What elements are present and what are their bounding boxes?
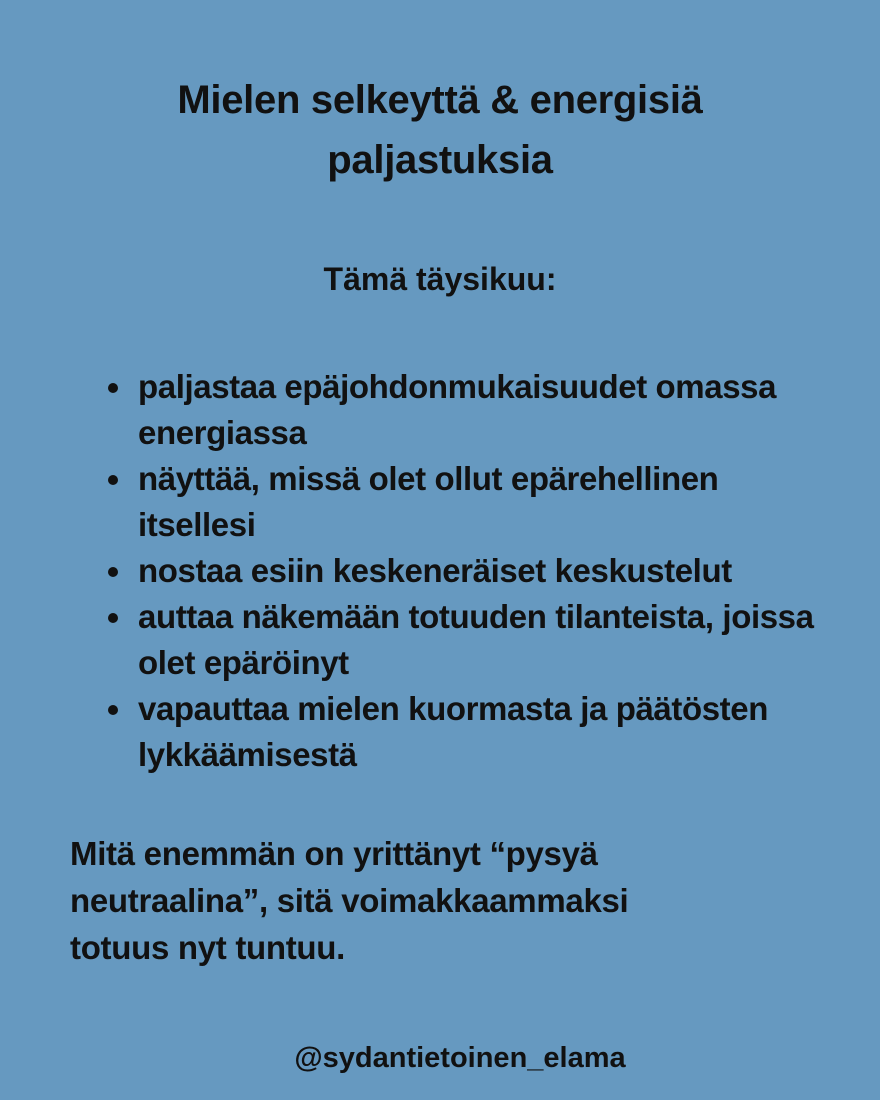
- closing-line-2: neutraalina”, sitä voimakkaammaksi: [70, 882, 629, 919]
- list-item: nostaa esiin keskeneräiset keskustelut: [104, 548, 824, 594]
- list-item: näyttää, missä olet ollut epärehellinen itsellesi: [104, 456, 824, 548]
- intro-heading: Tämä täysikuu:: [323, 261, 557, 297]
- account-handle: @sydantietoinen_elama: [294, 1042, 626, 1074]
- closing-paragraph: [70, 830, 810, 971]
- list-item: auttaa näkemään totuuden tilanteista, joissa olet epäröinyt: [104, 594, 824, 686]
- page-title: [60, 70, 820, 190]
- closing-line-1: Mitä enemmän on yrittänyt “pysyä: [70, 835, 598, 872]
- list-item: vapauttaa mielen kuormasta ja päätösten lykkäämisestä: [104, 686, 824, 778]
- title-line-2: paljastuksia: [327, 138, 553, 182]
- list-item: paljastaa epäjohdonmukaisuudet omassa energiassa: [104, 364, 824, 456]
- closing-line-3: totuus nyt tuntuu.: [70, 929, 346, 966]
- title-line-1: Mielen selkeyttä & energisiä: [177, 78, 703, 122]
- bullet-list: [104, 364, 824, 778]
